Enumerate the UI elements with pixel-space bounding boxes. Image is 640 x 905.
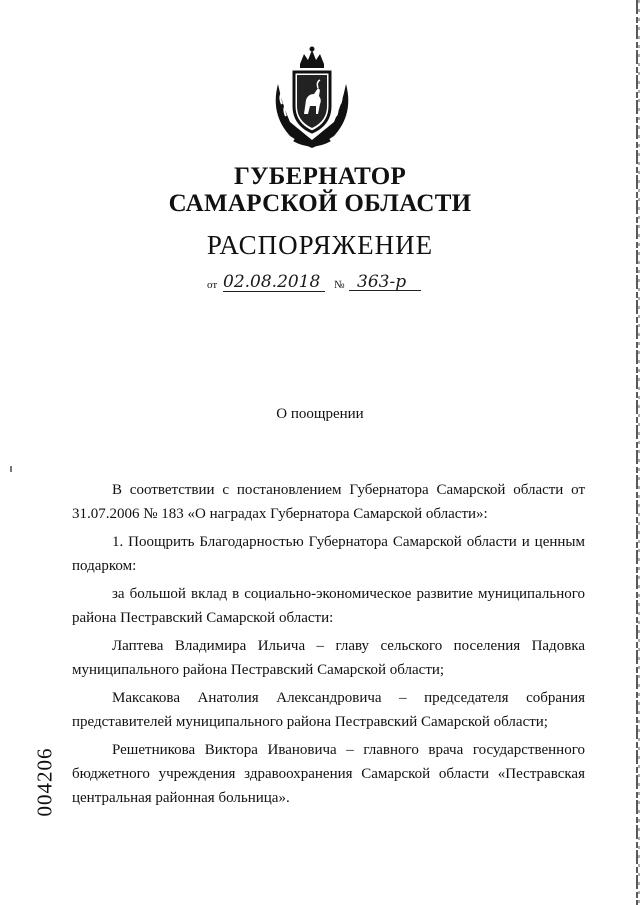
- document-body: [72, 478, 585, 814]
- body-paragraph: Лаптева Владимира Ильича – главу сельского поселения Падовка муниципального района Пестравский Самарской области;: [72, 638, 585, 678]
- document-type-title: РАСПОРЯЖЕНИЕ: [206, 230, 434, 260]
- side-registration-stamp: [30, 745, 60, 819]
- date-label: от: [207, 279, 218, 291]
- handwritten-number: 363-р: [349, 272, 421, 291]
- body-paragraph: Максакова Анатолия Александровича – председателя собрания представителей муниципального района Пестравский Самарской области;: [72, 690, 585, 730]
- handwritten-date: 02.08.2018: [223, 272, 325, 292]
- scan-edge-artifact: [632, 0, 640, 905]
- body-paragraph: за большой вклад в социально-экономическое развитие муниципального района Пестравский Самарской области:: [72, 586, 585, 626]
- coat-of-arms-icon: [264, 44, 360, 150]
- body-paragraph: Решетникова Виктора Ивановича – главного врача государственного бюджетного учреждения здравоохранения Самарской области «Пестравская центральная районная больница».: [72, 742, 585, 806]
- margin-mark: [10, 466, 12, 472]
- body-paragraph: В соответствии с постановлением Губернатора Самарской области от 31.07.2006 № 183 «О наградах Губернатора Самарской области»:: [72, 482, 585, 522]
- issuer-title-line1: ГУБЕРНАТОР: [233, 163, 407, 190]
- body-paragraph: 1. Поощрить Благодарностью Губернатора Самарской области и ценным подарком:: [72, 534, 585, 574]
- document-subject: О поощрении: [276, 406, 364, 422]
- issuer-title-line2: САМАРСКОЙ ОБЛАСТИ: [168, 190, 472, 217]
- side-stamp-number: 004206: [32, 747, 57, 817]
- number-label: №: [334, 279, 345, 291]
- date-number-line: [207, 272, 437, 294]
